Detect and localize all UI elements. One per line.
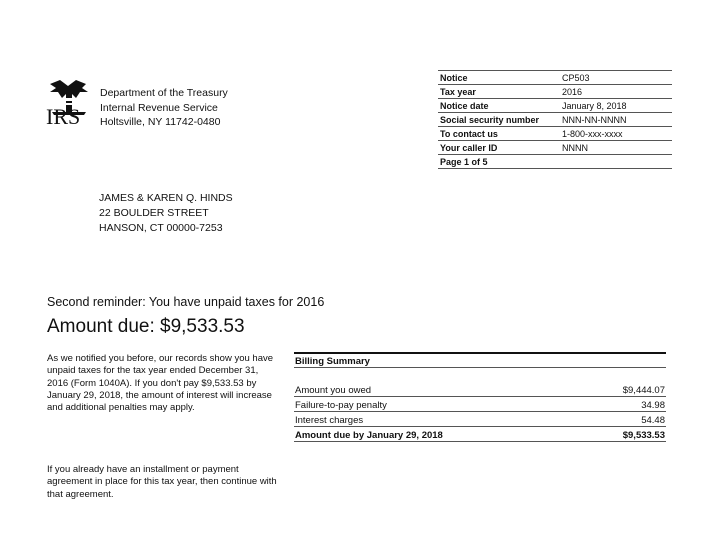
irs-logo-text: IRS xyxy=(46,104,81,129)
agency-line: Department of the Treasury xyxy=(100,87,228,99)
tax-year-value: 2016 xyxy=(562,85,672,99)
agency-line: Internal Revenue Service xyxy=(100,101,218,114)
notice-info-table xyxy=(438,70,672,169)
ssn-value: NNN-NN-NNNN xyxy=(562,113,672,127)
agency-address xyxy=(100,86,228,130)
billing-row-amount: $9,444.07 xyxy=(622,385,665,396)
billing-summary-title: Billing Summary xyxy=(294,352,666,368)
contact-value: 1-800-xxx-xxxx xyxy=(562,127,672,141)
table-row xyxy=(438,127,672,141)
notice-value: CP503 xyxy=(562,71,672,85)
amount-due-heading: Amount due: $9,533.53 xyxy=(47,316,245,337)
billing-row xyxy=(294,412,666,427)
billing-row-label: Interest charges xyxy=(295,415,364,426)
table-row xyxy=(438,71,672,85)
recipient-street: 22 BOULDER STREET xyxy=(99,207,209,219)
table-row xyxy=(438,85,672,99)
billing-row-amount: 34.98 xyxy=(641,400,665,411)
billing-row-amount: 54.48 xyxy=(641,415,665,426)
table-row xyxy=(438,141,672,155)
ssn-label: Social security number xyxy=(438,113,562,127)
recipient-name: JAMES & KAREN Q. HINDS xyxy=(99,192,233,204)
page-number: Page 1 of 5 xyxy=(438,155,562,169)
agreement-paragraph: If you already have an installment or payment agreement in place for this tax year, then continue with that agreement. xyxy=(47,464,277,500)
agency-line: Holtsville, NY 11742-0480 xyxy=(100,116,221,128)
reminder-heading: Second reminder: You have unpaid taxes for 2016 xyxy=(47,295,325,309)
billing-row xyxy=(294,397,666,412)
billing-summary xyxy=(294,352,666,442)
page-number-value xyxy=(562,155,672,169)
contact-label: To contact us xyxy=(438,127,562,141)
notice-date-value: January 8, 2018 xyxy=(562,99,672,113)
recipient-city: HANSON, CT 00000-7253 xyxy=(99,222,223,234)
caller-id-value: NNNN xyxy=(562,141,672,155)
tax-year-label: Tax year xyxy=(438,85,562,99)
billing-total-amount: $9,533.53 xyxy=(622,430,665,441)
notice-paragraph: As we notified you before, our records show you have unpaid taxes for the tax year ended December 31, 2016 (Form 1040A). If you don't pay $9,533.53 by January 29, 2018, the amount of interest will increase and additional penalties may apply. xyxy=(47,353,274,414)
table-row xyxy=(438,99,672,113)
billing-total-row xyxy=(294,427,666,442)
billing-row-label: Failure-to-pay penalty xyxy=(295,400,387,411)
caller-id-label: Your caller ID xyxy=(438,141,562,155)
notice-date-label: Notice date xyxy=(438,99,562,113)
notice-label: Notice xyxy=(438,71,562,85)
billing-total-label: Amount due by January 29, 2018 xyxy=(295,430,443,441)
billing-row xyxy=(294,382,666,397)
billing-row-label: Amount you owed xyxy=(295,385,372,396)
table-row xyxy=(438,113,672,127)
recipient-address xyxy=(99,191,233,236)
table-row xyxy=(438,155,672,169)
